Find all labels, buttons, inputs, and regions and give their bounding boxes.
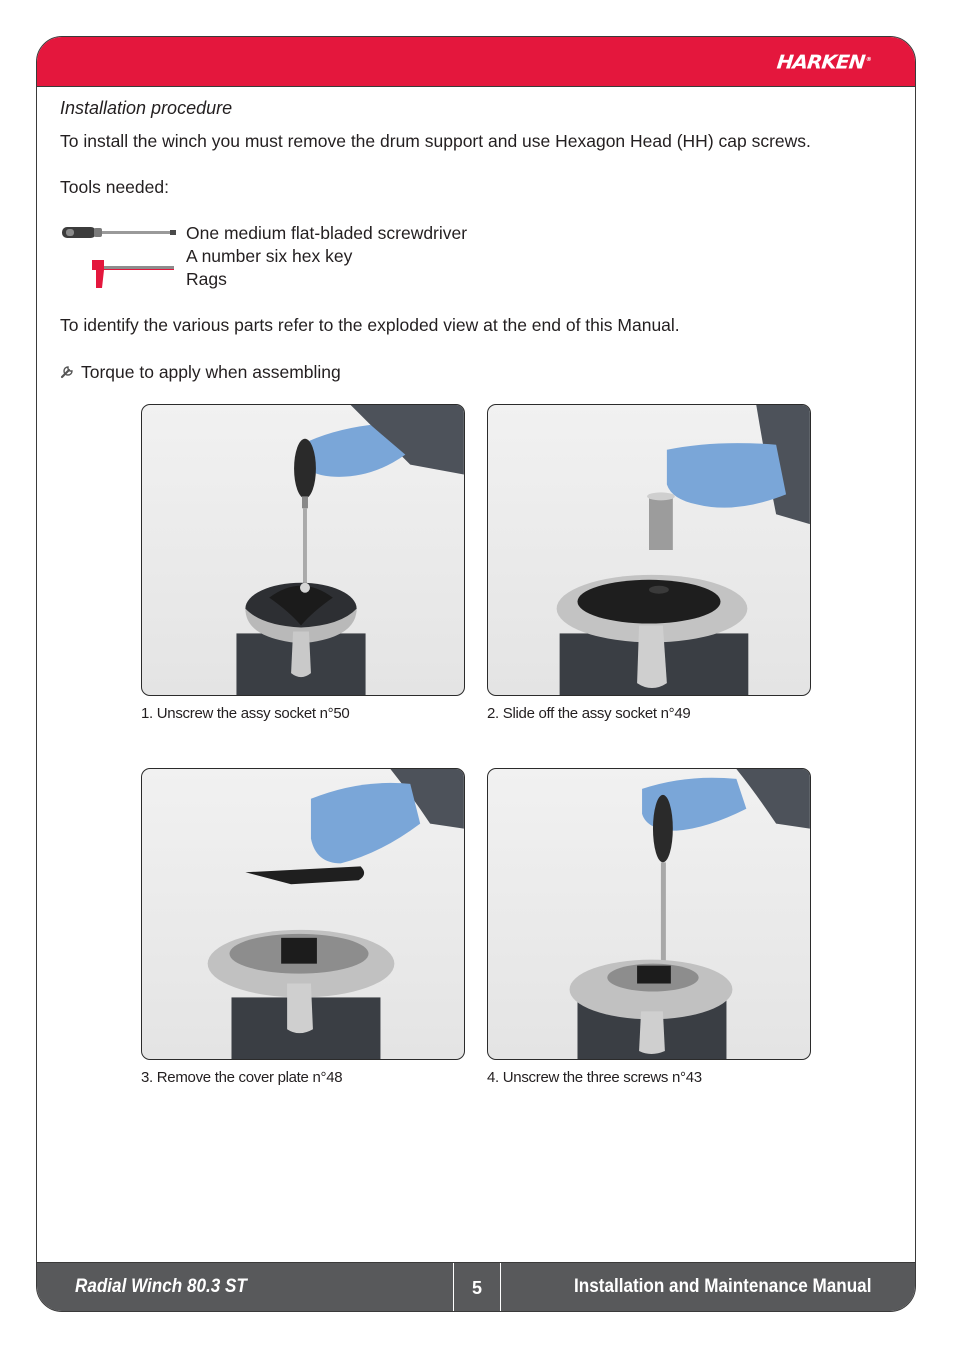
section-title: Installation procedure [60, 98, 233, 118]
footer-manual-title: Installation and Maintenance Manual [573, 1276, 871, 1297]
harken-logo: HARKEN® [776, 50, 872, 74]
step-3-photo [141, 768, 465, 1060]
footer-band [37, 1262, 915, 1311]
tool-item-hex-key: A number six hex key [186, 246, 353, 266]
step-1-caption: 1. Unscrew the assy socket n°50 [141, 705, 350, 722]
wrench-icon [60, 363, 76, 379]
header-band [37, 37, 915, 87]
step-4-photo [487, 768, 811, 1060]
step-3-caption: 3. Remove the cover plate n°48 [141, 1069, 343, 1086]
torque-note: Torque to apply when assembling [81, 362, 341, 382]
intro-text: To install the winch you must remove the drum support and use Hexagon Head (HH) cap screws. [60, 131, 811, 151]
parts-note: To identify the various parts refer to the exploded view at the end of this Manual. [60, 315, 680, 335]
hex-key-icon [88, 256, 178, 292]
step-2-caption: 2. Slide off the assy socket n°49 [487, 705, 691, 722]
tools-heading: Tools needed: [60, 177, 169, 197]
tool-item-screwdriver: One medium flat-bladed screwdriver [186, 223, 468, 243]
screwdriver-icon [62, 222, 178, 242]
footer-product-name: Radial Winch 80.3 ST [75, 1276, 247, 1297]
page-number: 5 [453, 1263, 501, 1311]
step-2-photo [487, 404, 811, 696]
step-4-caption: 4. Unscrew the three screws n°43 [487, 1069, 702, 1086]
step-1-photo [141, 404, 465, 696]
tool-item-rags: Rags [186, 269, 227, 289]
